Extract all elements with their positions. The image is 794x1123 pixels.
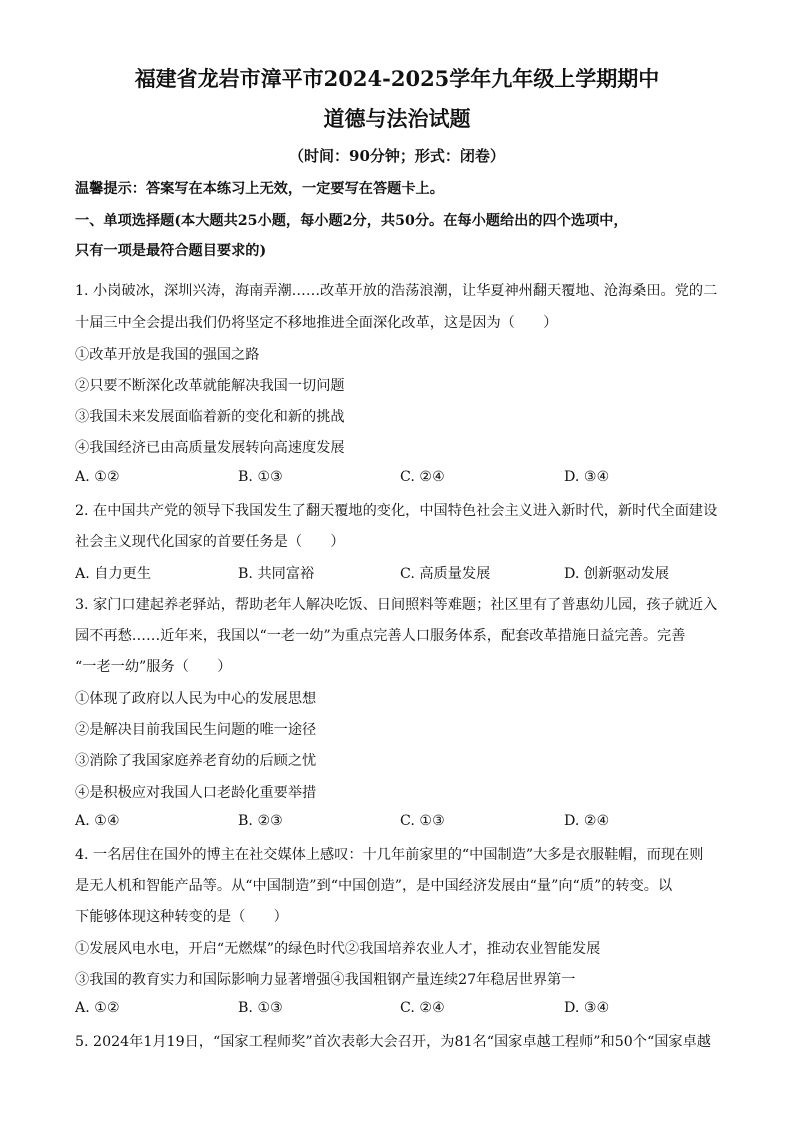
question-line: 十届三中全会提出我们仍将坚定不移地推进全面深化改革，这是因为（ ） bbox=[75, 315, 558, 331]
statement: ①发展风电水电，开启“无燃煤”的绿色时代②我国培养农业人才，推动农业智能发展 bbox=[75, 941, 601, 957]
question-line: 4. 一名居住在国外的博主在社交媒体上感叹：十几年前家里的“中国制造”大多是衣服鞋帽，而现在则 bbox=[75, 847, 704, 863]
question-line: 园不再愁……近年来，我国以“一老一幼”为重点完善人口服务体系，配套改革措施日益完善。完善 bbox=[75, 628, 686, 644]
statement: ②只要不断深化改革就能解决我国一切问题 bbox=[75, 378, 345, 394]
statement: ④是积极应对我国人口老龄化重要举措 bbox=[75, 785, 317, 801]
option-b[interactable]: B. ②③ bbox=[238, 813, 283, 829]
section-heading: 一、单项选择题(本大题共25小题，每小题2分，共50分。在每小题给出的四个选项中， bbox=[75, 213, 628, 229]
exam-meta: （时间：90分钟；形式：闭卷） bbox=[289, 147, 505, 165]
section-heading-cont: 只有一项是最符合题目要求的) bbox=[75, 243, 267, 259]
statement: ①体现了政府以人民为中心的发展思想 bbox=[75, 691, 317, 707]
statement: ③消除了我国家庭养老育幼的后顾之忧 bbox=[75, 753, 317, 769]
question-line: 1. 小岗破冰，深圳兴涛，海南弄潮……改革开放的浩荡浪潮，让华夏神州翻天覆地、沧海桑田。党的二 bbox=[75, 283, 718, 299]
option-c[interactable]: C. 高质量发展 bbox=[400, 566, 491, 582]
question-line: 是无人机和智能产品等。从“中国制造”到“中国创造”，是中国经济发展由“量”向“质”的转变。以 bbox=[75, 878, 673, 894]
question-line: 2. 在中国共产党的领导下我国发生了翻天覆地的变化，中国特色社会主义进入新时代，新时代全面建设 bbox=[75, 503, 718, 519]
option-a[interactable]: A. ①② bbox=[75, 469, 120, 485]
question-line: “一老一幼”服务（ ） bbox=[75, 659, 232, 675]
option-c[interactable]: C. ②④ bbox=[400, 469, 445, 485]
statement: ③我国未来发展面临着新的变化和新的挑战 bbox=[75, 409, 345, 425]
statement: ②是解决目前我国民生问题的唯一途径 bbox=[75, 722, 317, 738]
exam-subject: 道德与法治试题 bbox=[323, 106, 471, 131]
option-b[interactable]: B. ①③ bbox=[238, 1000, 283, 1016]
statement: ①改革开放是我国的强国之路 bbox=[75, 347, 260, 363]
statement: ③我国的教育实力和国际影响力显著增强④我国粗钢产量连续27年稳居世界第一 bbox=[75, 972, 576, 988]
option-d[interactable]: D. 创新驱动发展 bbox=[564, 566, 670, 582]
option-a[interactable]: A. ①④ bbox=[75, 813, 120, 829]
statement: ④我国经济已由高质量发展转向高速度发展 bbox=[75, 440, 345, 456]
option-a[interactable]: A. 自力更生 bbox=[75, 566, 152, 582]
options-row bbox=[75, 813, 725, 833]
option-d[interactable]: D. ②④ bbox=[564, 813, 610, 829]
option-d[interactable]: D. ③④ bbox=[564, 1000, 610, 1016]
options-row bbox=[75, 469, 725, 489]
option-c[interactable]: C. ①③ bbox=[400, 813, 445, 829]
exam-title: 福建省龙岩市漳平市2024-2025学年九年级上学期期中 bbox=[134, 66, 660, 91]
question-line: 5. 2024年1月19日，“国家工程师奖”首次表彰大会召开，为81名“国家卓越工程师”和50个“国家卓越 bbox=[75, 1034, 711, 1050]
question-line: 下能够体现这种转变的是（ ） bbox=[75, 909, 288, 925]
option-b[interactable]: B. ①③ bbox=[238, 469, 283, 485]
option-a[interactable]: A. ①② bbox=[75, 1000, 120, 1016]
options-row bbox=[75, 1000, 725, 1020]
notice: 温馨提示：答案写在本练习上无效，一定要写在答题卡上。 bbox=[75, 181, 444, 197]
options-row bbox=[75, 563, 725, 583]
question-line: 社会主义现代化国家的首要任务是（ ） bbox=[75, 534, 345, 550]
option-b[interactable]: B. 共同富裕 bbox=[238, 566, 315, 582]
question-line: 3. 家门口建起养老驿站，帮助老年人解决吃饭、日间照料等难题；社区里有了普惠幼儿园，孩子就近入 bbox=[75, 597, 718, 613]
option-c[interactable]: C. ②④ bbox=[400, 1000, 445, 1016]
option-d[interactable]: D. ③④ bbox=[564, 469, 610, 485]
